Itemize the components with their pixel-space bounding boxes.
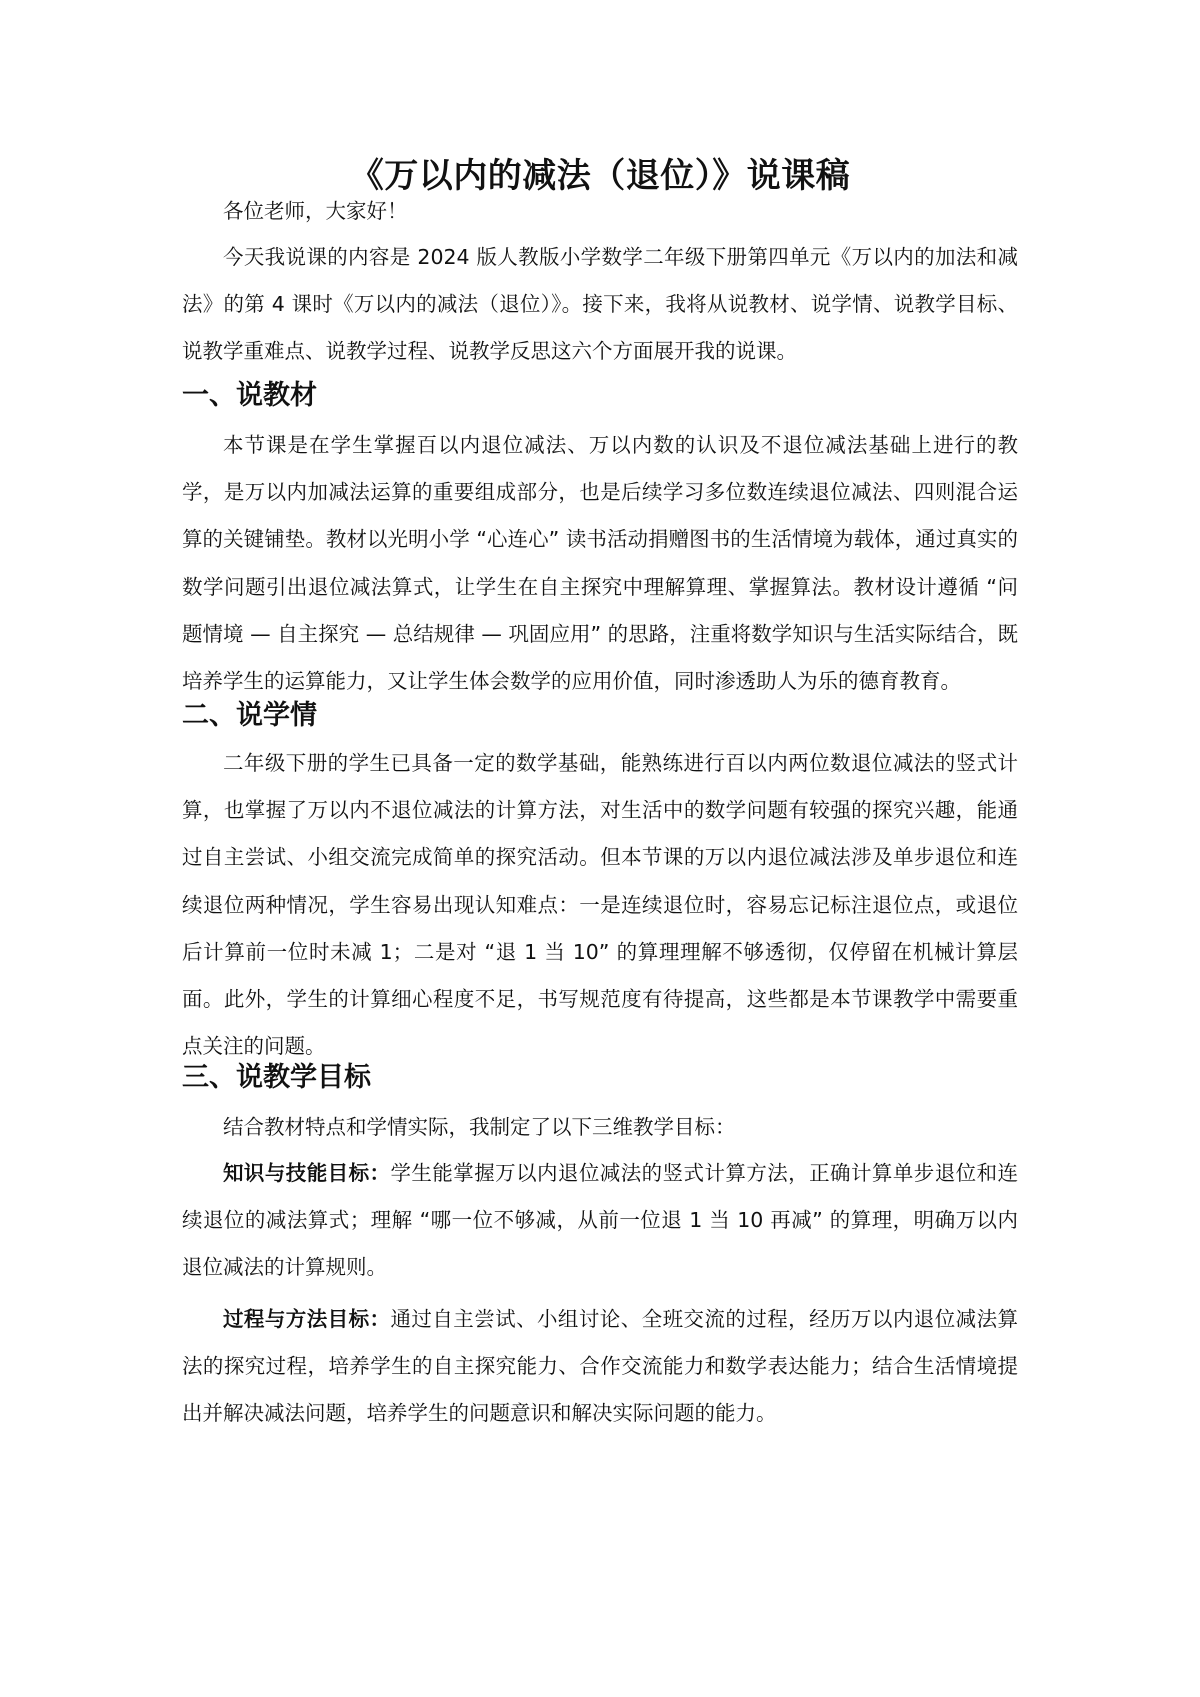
section-heading-teaching-goals: 三、说教学目标 <box>182 1062 371 1093</box>
process-method-goal-label: 过程与方法目标： <box>223 1307 391 1331</box>
knowledge-skill-goal-label: 知识与技能目标： <box>223 1161 391 1185</box>
section-heading-student-analysis: 二、说学情 <box>182 700 317 731</box>
student-analysis-paragraph: 二年级下册的学生已具备一定的数学基础，能熟练进行百以内两位数退位减法的竖式计算，也掌握了万以内不退位减法的计算方法，对生活中的数学问题有较强的探究兴趣，能通过自主尝试、小组交流完成简单的探究活动。但本节课的万以内退位减法涉及单步退位和连续退位两种情况，学生容易出现认知难点：一是连续退位时，容易忘记标注退位点，或退位后计算前一位时未减 1；二是对 “退 1 当 10” 的算理理解不够透彻，仅停留在机械计算层面。此外，学生的计算细心程度不足，书写规范度有待提高，这些都是本节课教学中需要重点关注的问题。 <box>182 751 1018 1059</box>
teaching-goals-intro: 结合教材特点和学情实际，我制定了以下三维教学目标： <box>223 1115 736 1139</box>
process-method-goal <box>182 1296 1018 1438</box>
process-method-goal-text: 通过自主尝试、小组讨论、全班交流的过程，经历万以内退位减法算法的探究过程，培养学生的自主探究能力、合作交流能力和数学表达能力；结合生活情境提出并解决减法问题，培养学生的问题意识和解决实际问题的能力。 <box>182 1307 1019 1426</box>
knowledge-skill-goal <box>182 1150 1018 1292</box>
section-heading-teaching-material: 一、说教材 <box>182 380 317 411</box>
knowledge-skill-goal-text: 学生能掌握万以内退位减法的竖式计算方法，正确计算单步退位和连续退位的减法算式；理解 “哪一位不够减，从前一位退 1 当 10 再减” 的算理，明确万以内退位减法的计算规则。 <box>182 1161 1019 1280</box>
intro-paragraph: 今天我说课的内容是 2024 版人教版小学数学二年级下册第四单元《万以内的加法和减法》的第 4 课时《万以内的减法（退位）》。接下来，我将从说教材、说学情、说教学目标、说教学重难点、说教学过程、说教学反思这六个方面展开我的说课。 <box>182 245 1018 364</box>
teaching-material-paragraph: 本节课是在学生掌握百以内退位减法、万以内数的认识及不退位减法基础上进行的教学，是万以内加减法运算的重要组成部分，也是后续学习多位数连续退位减法、四则混合运算的关键铺垫。教材以光明小学 “心连心” 读书活动捐赠图书的生活情境为载体，通过真实的数学问题引出退位减法算式，让学生在自主探究中理解算理、掌握算法。教材设计遵循 “问题情境 — 自主探究 — 总结规律 — 巩固应用” 的思路，注重将数学知识与生活实际结合，既培养学生的运算能力，又让学生体会数学的应用价值，同时渗透助人为乐的德育教育。 <box>182 433 1018 694</box>
document-title: 《万以内的减法（退位）》说课稿 <box>349 156 851 196</box>
greeting-paragraph: 各位老师，大家好！ <box>223 199 408 223</box>
